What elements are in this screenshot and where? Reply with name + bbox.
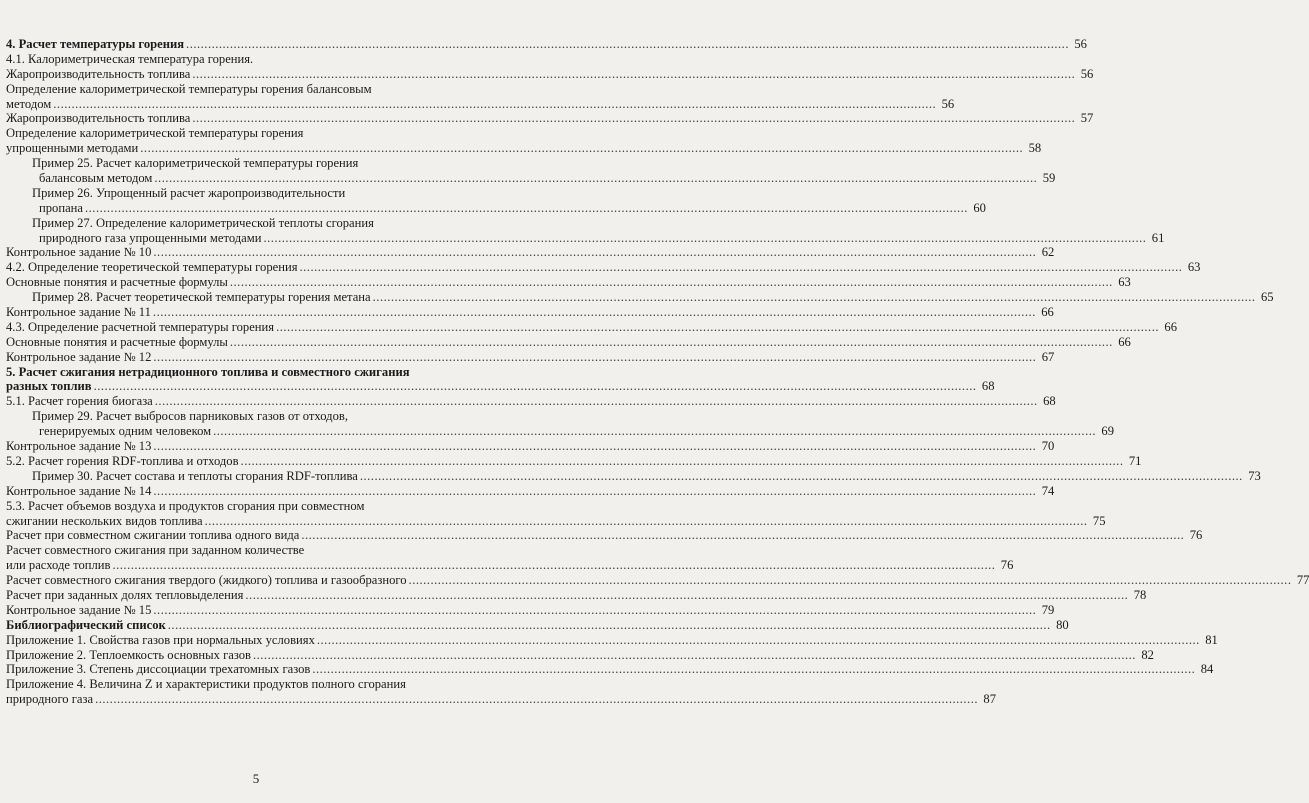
toc-entry-title: Контрольное задание № 14 [6, 483, 152, 498]
toc-entry-page: 70 [1041, 439, 1055, 454]
toc-entry-title: Пример 28. Расчет теоретической температуры горения метана [32, 290, 371, 305]
toc-entry-page: 66 [1118, 334, 1131, 349]
toc-entry-title: Пример 25. Расчет калориметрической температуры горения [32, 156, 359, 171]
toc-entry-page: 61 [1151, 230, 1165, 245]
toc-entry-page: 65 [1260, 290, 1274, 305]
toc-entry-page: 82 [1141, 647, 1154, 662]
toc-entry-title: Пример 26. Упрощенный расчет жаропроизводительности [32, 185, 346, 200]
toc-entry-title: Жаропроизводительность топлива [6, 66, 191, 81]
toc-entry-title: Основные понятия и расчетные формулы [6, 334, 228, 349]
toc-entry-page: 63 [1118, 275, 1131, 290]
toc-entry [6, 602, 1055, 618]
toc-entry-page: 66 [1041, 305, 1054, 320]
toc-leader-dots [168, 618, 1051, 633]
toc-entry-title: природного газа [6, 692, 94, 707]
toc-entry [6, 617, 1069, 633]
toc-entry-title: 5.2. Расчет горения RDF-топлива и отходов [6, 453, 239, 468]
toc-entry-title: Контрольное задание № 13 [6, 439, 152, 454]
toc-entry [6, 245, 1055, 260]
toc-entry-title: Расчет при заданных долях тепловыделения [6, 587, 244, 602]
toc-entry [6, 52, 500, 67]
toc-leader-dots [153, 484, 1036, 499]
toc-leader-dots [140, 141, 1023, 156]
toc-entry [6, 528, 1203, 543]
toc-leader-dots [186, 37, 1069, 52]
toc-entry-title: 4. Расчет температуры горения [6, 37, 185, 51]
toc-entry [6, 156, 500, 171]
toc-entry-page: 56 [1080, 66, 1094, 81]
toc-entry-page: 56 [941, 96, 955, 111]
toc-entry [6, 499, 500, 514]
toc-entry [6, 186, 500, 201]
toc-entry-page: 75 [1092, 513, 1106, 528]
page-number: 5 [252, 771, 260, 786]
toc-entry-title: Расчет совместного сжигания при заданном количестве [6, 543, 305, 558]
toc-entry [6, 662, 1214, 677]
toc-entry [6, 37, 1087, 52]
toc-entry-title: Пример 30. Расчет состава и теплоты сгорания RDF-топлива [32, 468, 358, 483]
toc-leader-dots [153, 439, 1036, 454]
toc-leader-dots [360, 469, 1243, 484]
toc-entry [6, 409, 500, 424]
toc-entry [6, 319, 1177, 335]
toc-entry [6, 171, 1056, 186]
toc-leader-dots [94, 379, 977, 394]
toc-leader-dots [205, 514, 1088, 529]
toc-entry-title: природного газа упрощенными методами [39, 230, 262, 245]
toc-entry-title: разных топлив [6, 379, 92, 394]
toc-leader-dots [213, 424, 1096, 439]
toc-entry-title: генерируемых одним человеком [39, 424, 212, 439]
toc-entry [6, 543, 500, 558]
toc-entry-title: пропана [39, 200, 83, 215]
toc-entry-title: упрощенными методами [6, 141, 139, 156]
toc-leader-dots [192, 67, 1075, 82]
toc-entry-page: 76 [1189, 528, 1203, 543]
toc-entry-page: 78 [1133, 587, 1147, 602]
toc-entry-page: 60 [973, 200, 986, 215]
toc-entry [6, 558, 1014, 573]
toc-entry-title: Приложение 2. Теплоемкость основных газов [6, 647, 251, 662]
toc-entry-title: Приложение 4. Величина Z и характеристики продуктов полного сгорания [6, 677, 406, 692]
toc-entry-page: 59 [1042, 171, 1056, 186]
toc-entry-title: Пример 29. Расчет выбросов парниковых газов от отходов, [32, 409, 348, 424]
toc-entry-title: Библиографический список [6, 617, 166, 632]
toc-leader-dots [373, 290, 1256, 305]
toc-entry [6, 647, 1154, 663]
toc-entry [6, 365, 500, 380]
toc-entry [6, 290, 1274, 305]
toc-entry-page: 57 [1080, 111, 1094, 126]
toc-leader-dots [409, 573, 1292, 588]
toc-entry-page: 79 [1041, 602, 1055, 617]
toc-entry-page: 66 [1164, 319, 1177, 334]
toc-entry [6, 379, 995, 394]
toc-entry [6, 587, 1147, 603]
toc-leader-dots [301, 528, 1184, 543]
toc-leader-dots [112, 558, 995, 573]
toc-entry [6, 111, 1094, 126]
toc-leader-dots [192, 111, 1075, 126]
toc-entry [6, 230, 1165, 246]
toc-entry-title: 5.3. Расчет объемов воздуха и продуктов сгорания при совместном [6, 498, 365, 513]
toc-entry-title: 4.3. Определение расчетной температуры горения [6, 319, 275, 334]
toc-entry-title: Расчет совместного сжигания твердого (жидкого) топлива и газообразного [6, 573, 407, 588]
toc-entry [6, 260, 1201, 275]
toc-entry-title: 4.2. Определение теоретической температуры горения [6, 260, 298, 275]
toc-entry-page: 56 [1074, 37, 1087, 51]
toc-entry-page: 68 [981, 379, 995, 394]
toc-leader-dots [153, 245, 1036, 260]
toc-entry [6, 677, 500, 692]
toc-entry [6, 66, 1094, 82]
toc-entry-page: 67 [1041, 349, 1055, 364]
toc-entry-page: 68 [1043, 394, 1056, 409]
toc-entry [6, 305, 1054, 320]
toc-entry-page: 58 [1028, 141, 1042, 156]
toc-entry [6, 573, 1309, 588]
toc-entry [6, 513, 1106, 529]
toc-entry-title: Основные понятия и расчетные формулы [6, 275, 228, 290]
toc-entry [6, 275, 1131, 290]
toc-leader-dots [300, 260, 1183, 275]
toc-entry-title: сжигании нескольких видов топлива [6, 513, 203, 528]
toc-leader-dots [95, 692, 978, 707]
toc-entry-page: 69 [1101, 424, 1115, 439]
toc-entry [6, 632, 1218, 648]
toc-leader-dots [53, 97, 936, 112]
toc-leader-dots [312, 662, 1195, 677]
toc-leader-dots [276, 320, 1159, 335]
toc-entry [6, 424, 1115, 439]
toc-leader-dots [153, 350, 1036, 365]
toc-entry-page: 74 [1041, 483, 1055, 498]
table-of-contents [6, 37, 1309, 707]
toc-leader-dots [253, 648, 1136, 663]
toc-leader-dots [245, 588, 1128, 603]
toc-entry-title: 5. Расчет сжигания нетрадиционного топлива и совместного сжигания [6, 364, 410, 379]
toc-entry [6, 692, 996, 707]
toc-entry-page: 62 [1041, 245, 1055, 260]
toc-entry-page: 76 [1000, 558, 1014, 573]
toc-entry [6, 349, 1055, 365]
toc-entry-title: Расчет при совместном сжигании топлива одного вида [6, 528, 300, 543]
toc-entry [6, 126, 500, 141]
toc-entry-page: 81 [1205, 632, 1218, 647]
toc-leader-dots [85, 201, 968, 216]
toc-entry-page: 63 [1187, 260, 1201, 275]
toc-entry-page: 73 [1248, 468, 1261, 483]
toc-leader-dots [230, 335, 1113, 350]
toc-entry-title: Контрольное задание № 11 [6, 305, 151, 320]
toc-entry [6, 96, 955, 112]
toc-entry-page: 84 [1200, 662, 1214, 677]
toc-entry-title: Приложение 1. Свойства газов при нормальных условиях [6, 632, 315, 647]
toc-entry [6, 141, 1042, 156]
toc-entry-title: Определение калориметрической температуры горения балансовым [6, 81, 372, 96]
toc-entry-title: Контрольное задание № 15 [6, 602, 152, 617]
toc-leader-dots [317, 633, 1200, 648]
toc-entry-title: Пример 27. Определение калориметрической теплоты сгорания [32, 215, 374, 230]
toc-entry [6, 468, 1261, 484]
toc-leader-dots [155, 394, 1038, 409]
toc-entry-title: Контрольное задание № 10 [6, 245, 152, 260]
toc-entry [6, 334, 1131, 350]
toc-entry [6, 200, 986, 216]
toc-entry-page: 87 [983, 692, 996, 707]
toc-leader-dots [263, 231, 1146, 246]
toc-entry-page: 77 [1296, 573, 1309, 588]
toc-entry-title: 5.1. Расчет горения биогаза [6, 394, 153, 409]
toc-entry-title: или расходе топлив [6, 558, 111, 573]
toc-entry-page: 71 [1128, 453, 1142, 468]
toc-entry-title: методом [6, 96, 52, 111]
toc-entry [6, 82, 500, 97]
toc-entry [6, 439, 1055, 454]
toc-leader-dots [154, 171, 1037, 186]
toc-entry [6, 483, 1055, 499]
toc-entry-title: Жаропроизводительность топлива [6, 111, 191, 126]
toc-leader-dots [230, 275, 1113, 290]
toc-leader-dots [153, 305, 1036, 320]
toc-entry-title: Приложение 3. Степень диссоциации трехатомных газов [6, 662, 311, 677]
toc-entry-title: Контрольное задание № 12 [6, 349, 152, 364]
toc-entry-title: балансовым методом [39, 171, 153, 186]
toc-leader-dots [241, 454, 1124, 469]
toc-entry [6, 453, 1142, 469]
toc-entry [6, 394, 1056, 409]
toc-entry-title: 4.1. Калориметрическая температура горения. [6, 51, 254, 66]
toc-entry-title: Определение калориметрической температуры горения [6, 126, 304, 141]
toc-entry-page: 80 [1056, 617, 1069, 632]
toc-entry [6, 216, 500, 231]
toc-leader-dots [153, 603, 1036, 618]
